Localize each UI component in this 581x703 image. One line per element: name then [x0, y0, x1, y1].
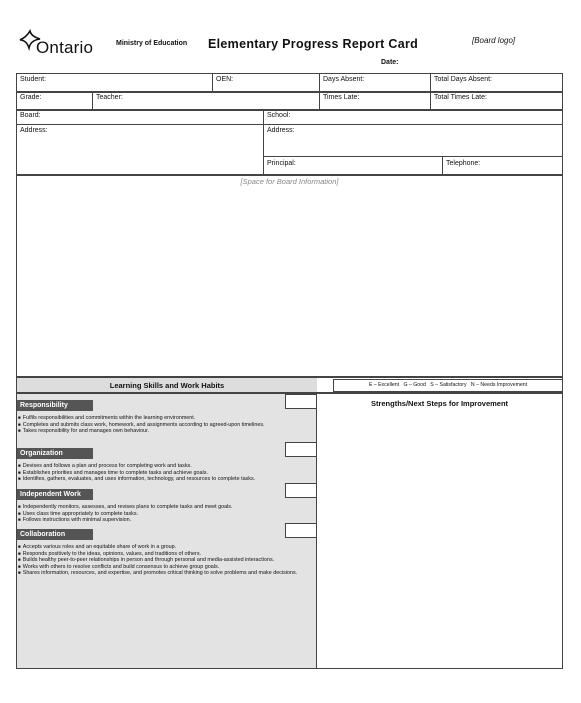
list-item: ■ Builds healthy peer-to-peer relationships in person and through personal and media-assisted interactions.: [25, 557, 317, 564]
list-item: ■ Shares information, resources, and expertise, and promotes critical thinking to solve problems and make decisions.: [25, 570, 317, 577]
board-address-label: Address:: [20, 127, 48, 134]
list-item: ■ Takes responsibility for and manages own behaviour.: [25, 428, 317, 435]
student-field[interactable]: [17, 74, 213, 93]
grade-row-table: [16, 91, 563, 111]
responsibility-heading: Responsibility: [17, 400, 93, 411]
ontario-wordmark: Ontario: [36, 38, 94, 57]
rating-legend: E – Excellent G – Good S – Satisfactory N – Needs Improvement: [333, 379, 563, 392]
board-address-field[interactable]: [17, 125, 263, 136]
school-label: School:: [267, 112, 291, 119]
days-absent-field[interactable]: [320, 74, 431, 93]
student-info-table: [16, 73, 563, 93]
responsibility-rating-box[interactable]: [285, 394, 317, 409]
strengths-heading: Strengths/Next Steps for Improvement: [370, 399, 509, 408]
list-item: ■ Identifies, gathers, evaluates, and uses information, technology, and resources to complete tasks.: [25, 476, 317, 483]
independent-work-section: [17, 483, 317, 523]
student-label: Student:: [20, 76, 47, 83]
times-late-label: Times Late:: [323, 94, 360, 101]
telephone-field[interactable]: [443, 157, 483, 174]
total-days-absent-label: Total Days Absent:: [434, 76, 492, 83]
list-item: ■ Devises and follows a plan and process for completing work and tasks.: [25, 463, 317, 470]
list-item: ■ Responds positively to the ideas, opinions, values, and traditions of others.: [25, 551, 317, 558]
total-times-late-field[interactable]: [431, 92, 563, 111]
date-label: Date:: [381, 59, 399, 66]
skills-heading: Learning Skills and Work Habits: [17, 378, 317, 392]
list-item: ■ Establishes priorities and manages time to complete tasks and achieve goals.: [25, 470, 317, 477]
total-days-absent-field[interactable]: [431, 74, 563, 93]
telephone-label: Telephone:: [446, 160, 481, 167]
organization-rating-box[interactable]: [285, 442, 317, 457]
list-item: ■ Uses class time appropriately to complete tasks.: [25, 511, 317, 518]
independent-work-heading: Independent Work: [17, 489, 93, 500]
school-address-field[interactable]: [264, 125, 562, 157]
list-item: ■ Follows instructions with minimal supervision.: [25, 517, 317, 524]
board-logo-placeholder: [Board logo]: [472, 36, 516, 45]
page-title: Elementary Progress Report Card: [208, 37, 419, 51]
school-block: [263, 109, 563, 175]
board-label: Board:: [20, 112, 41, 119]
responsibility-section: [17, 394, 317, 443]
school-address-label: Address:: [267, 127, 295, 134]
grade-label: Grade:: [20, 94, 42, 101]
board-info-placeholder: [Space for Board Information]: [240, 177, 339, 186]
organization-section: [17, 442, 317, 483]
list-item: ■ Independently monitors, assesses, and revises plans to complete tasks and meet goals.: [25, 504, 317, 511]
strengths-box[interactable]: [316, 393, 563, 669]
board-info-space: [16, 175, 563, 377]
oen-label: OEN:: [216, 76, 234, 83]
list-item: ■ Works with others to resolve conflicts and build consensus to achieve group goals.: [25, 564, 317, 571]
grade-field[interactable]: [17, 92, 93, 111]
school-field[interactable]: [264, 110, 562, 125]
board-block: [16, 109, 264, 175]
skills-heading-row: [16, 377, 563, 393]
collaboration-rating-box[interactable]: [285, 523, 317, 538]
collaboration-heading: Collaboration: [17, 529, 93, 540]
list-item: ■ Completes and submits class work, homework, and assignments according to agreed-upon timelines.: [25, 422, 317, 429]
ministry-label: Ministry of Education: [116, 40, 188, 47]
list-item: ■ Accepts various roles and an equitable share of work in a group.: [25, 544, 317, 551]
independent-work-rating-box[interactable]: [285, 483, 317, 498]
collaboration-section: [17, 523, 317, 613]
days-absent-label: Days Absent:: [323, 76, 365, 83]
list-item: ■ Fulfils responsibilities and commitments within the learning environment.: [25, 415, 317, 422]
times-late-field[interactable]: [320, 92, 431, 111]
board-field[interactable]: [17, 110, 263, 125]
oen-field[interactable]: [213, 74, 320, 93]
principal-field[interactable]: [264, 157, 443, 174]
skills-column: [16, 393, 317, 669]
teacher-field[interactable]: [93, 92, 320, 111]
teacher-label: Teacher:: [96, 94, 123, 101]
organization-heading: Organization: [17, 448, 93, 459]
principal-label: Principal:: [267, 160, 296, 167]
total-times-late-label: Total Times Late:: [434, 94, 487, 101]
